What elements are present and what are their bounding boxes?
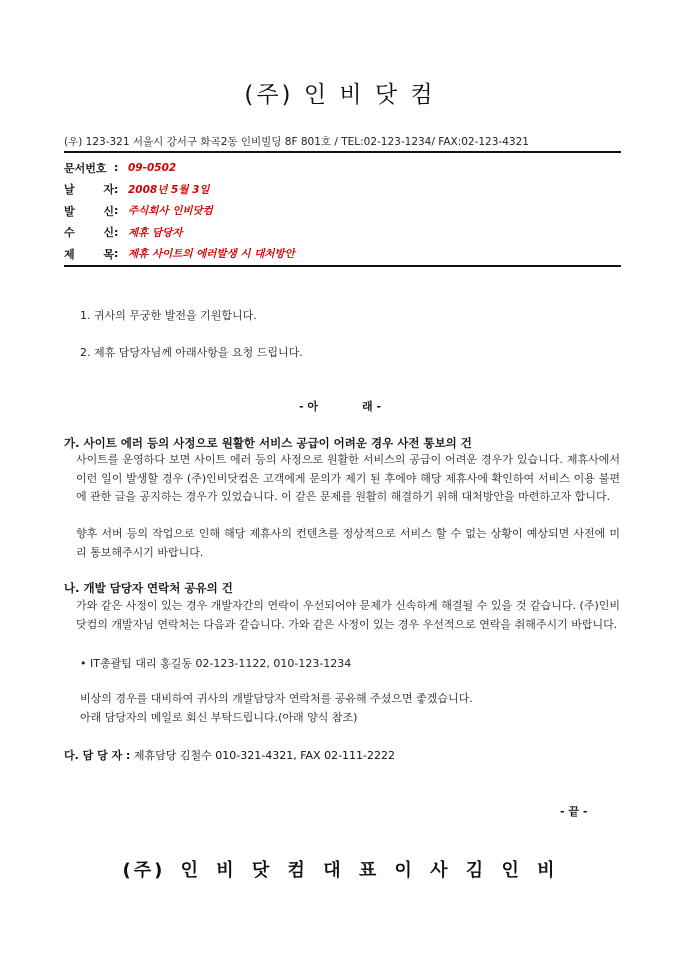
section-na-paragraph-2-line-1: 비상의 경우를 대비하여 귀사의 개발담당자 연락처를 공유해 주셨으면 좋겠습니다. (80, 692, 473, 705)
meta-subject-label-b: 목 (103, 247, 114, 261)
meta-sender (64, 200, 621, 222)
section-ga-paragraph-1: 사이트를 운영하다 보면 사이트 에러 등의 사정으로 원활한 서비스의 공급이 어려운 경우가 있습니다. 제휴사에서 이런 일이 발생할 경우 (주)인비닷컴은 고객에게 문의가 제기 된 후에야 해당 제휴사에 확인하여 서비스 이용 불편에 관한 글을 공지하는 경우가 있었습니다. 이 같은 문제를 원활히 해결하기 위해 대처방안을 마련하고자 합니다. (76, 453, 620, 503)
meta-subject-value: 제휴 사이트의 에러발생 시 대처방안 (128, 248, 295, 261)
bottom-rule (64, 265, 621, 267)
meta-colon: : (114, 225, 119, 239)
arae-marker (0, 398, 680, 414)
section-da-label: 다. 담 당 자 : (64, 749, 131, 762)
section-da-value: 제휴담당 김철수 010-321-4321, FAX 02-111-2222 (130, 749, 395, 762)
meta-sender-value: 주식회사 인비닷컴 (128, 205, 213, 218)
meta-colon: : (114, 247, 119, 261)
meta-receiver (64, 222, 621, 244)
end-mark: - 끝 - (560, 805, 588, 818)
section-ga-paragraph-2: 향후 서버 등의 작업으로 인해 해당 제휴사의 컨텐츠를 정상적으로 서비스 할 수 없는 상황이 예상되면 사전에 미리 통보해주시기 바랍니다. (76, 527, 620, 559)
section-na-heading: 나. 개발 담당자 연락처 공유의 건 (64, 581, 233, 595)
meta-date-value: 2008년 5월 3일 (128, 183, 210, 196)
meta-subject (64, 243, 621, 265)
meta-colon: : (114, 182, 119, 196)
section-na-paragraph-2-line-2: 아래 담당자의 메일로 회신 부탁드립니다.(아래 양식 참조) (80, 711, 358, 724)
meta-sender-label-a: 발 (64, 204, 75, 218)
meta-colon: : (114, 204, 119, 218)
meta-doc-no-value: 09-0502 (128, 161, 177, 174)
arae-right: 래 - (362, 400, 382, 413)
top-rule (64, 151, 621, 153)
meta-receiver-label (64, 224, 114, 240)
meta-date (64, 179, 621, 201)
section-ga-heading: 가. 사이트 에러 등의 사정으로 원활한 서비스 공급이 어려운 경우 사전 통보의 건 (64, 436, 472, 450)
meta-date-label-a: 날 (64, 183, 75, 197)
document-meta (64, 157, 621, 265)
meta-subject-label (64, 246, 114, 262)
meta-date-label (64, 181, 114, 197)
meta-colon: : (114, 161, 119, 175)
signature-line: (주) 인 비 닷 컴 대 표 이 사 김 인 비 (122, 860, 558, 881)
intro-paragraph-1: 1. 귀사의 무궁한 발전을 기원합니다. (80, 309, 257, 322)
meta-sender-label-b: 신 (103, 204, 114, 218)
section-da-contact (64, 747, 395, 763)
address-line: (우) 123-321 서울시 강서구 화곡2동 인비빌딩 8F 801호 / TEL:02-123-1234/ FAX:02-123-4321 (64, 136, 529, 148)
meta-doc-no (64, 157, 621, 179)
company-title: (주) 인 비 닷 컴 (244, 82, 436, 108)
arae-left: - 아 (298, 400, 318, 413)
meta-doc-no-label: 문서번호 (64, 161, 107, 175)
meta-subject-label-a: 제 (64, 247, 75, 261)
meta-receiver-label-b: 신 (103, 226, 114, 240)
meta-receiver-label-a: 수 (64, 226, 75, 240)
meta-receiver-value: 제휴 담당자 (128, 226, 183, 239)
intro-paragraph-2: 2. 제휴 담당자님께 아래사항을 요청 드립니다. (80, 346, 303, 359)
section-na-paragraph-1: 가와 같은 사정이 있는 경우 개발자간의 연락이 우선되어야 문제가 신속하게 해결될 수 있을 것 같습니다. (주)인비닷컴의 개발자님 연락처는 다음과 같습니다. 가와 같은 사정이 있는 경우 우선적으로 연락을 취해주시기 바랍니다. (76, 599, 620, 631)
meta-sender-label (64, 203, 114, 219)
meta-date-label-b: 자 (103, 183, 114, 197)
section-na-contact-bullet: • IT총괄팀 대리 홍길동 02-123-1122, 010-123-1234 (80, 657, 352, 670)
